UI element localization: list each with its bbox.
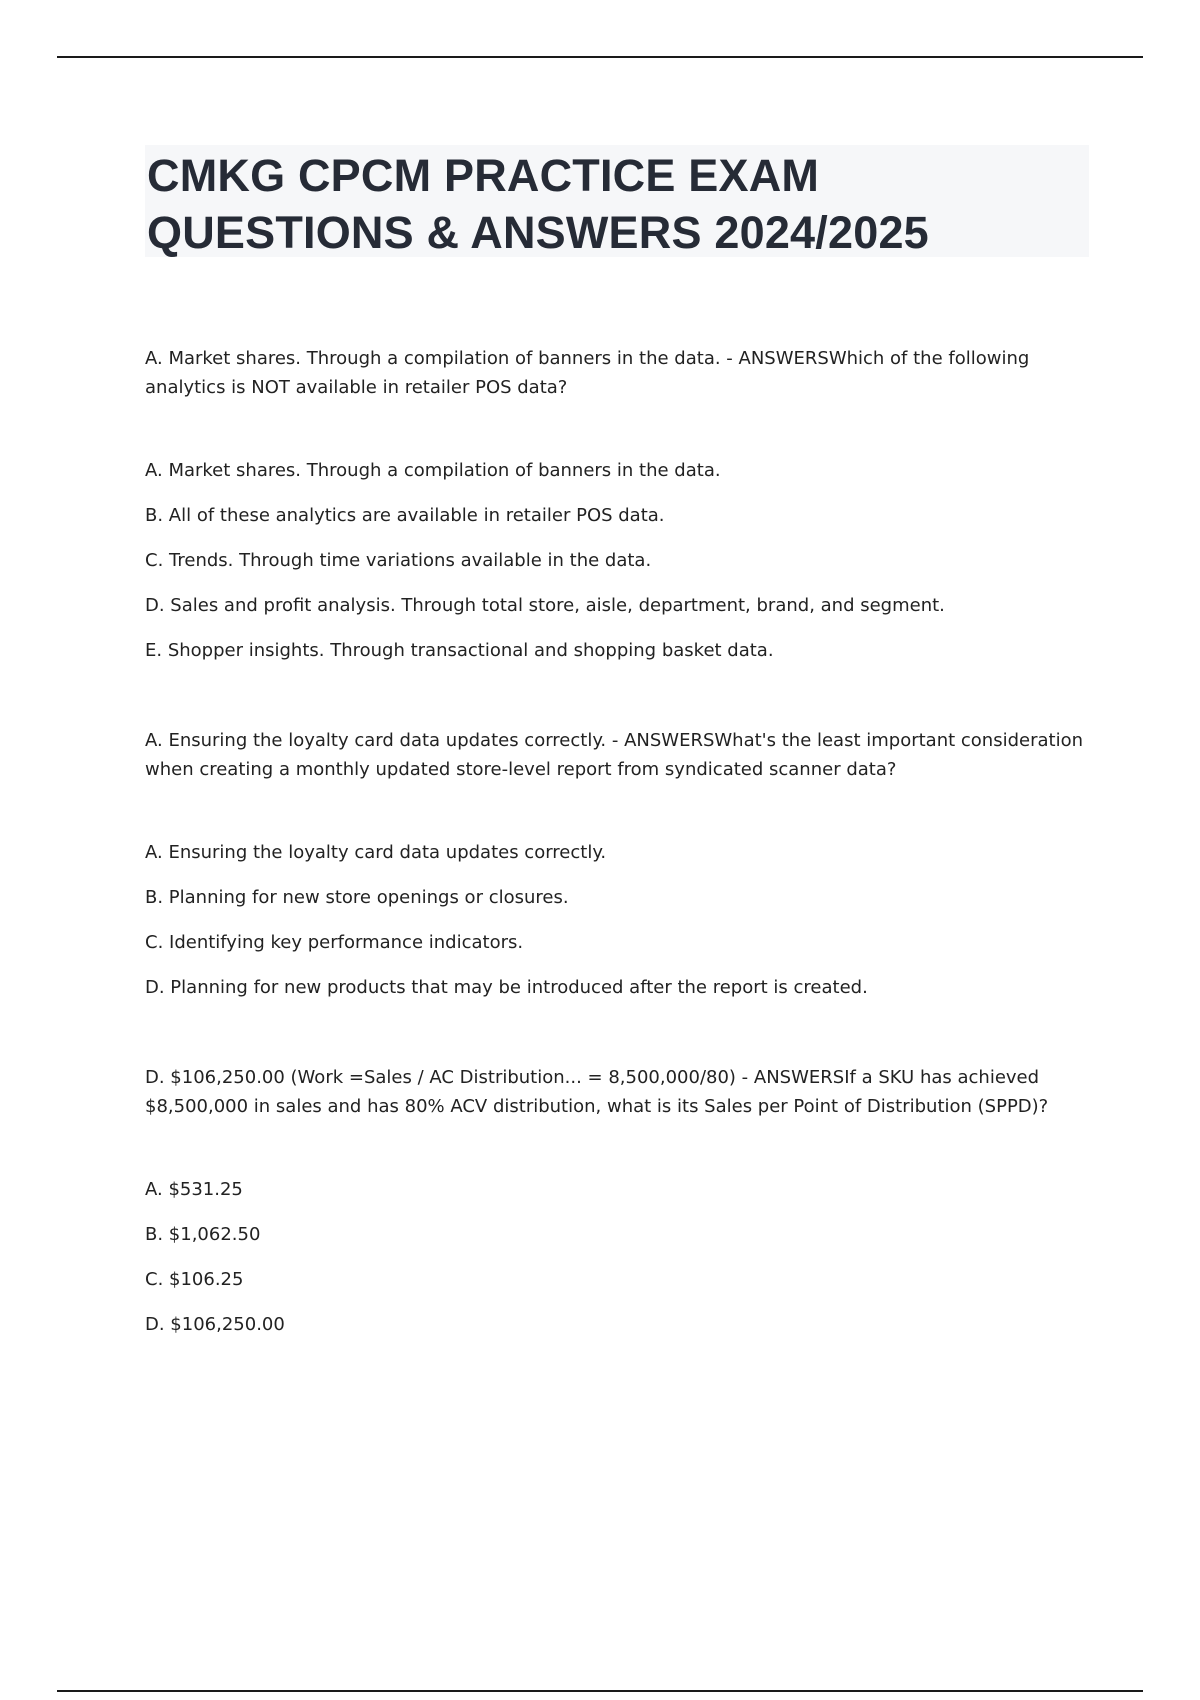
title-block [145,145,1089,257]
answer-option: D. Planning for new products that may be introduced after the report is created. [145,977,868,998]
qa-item-1 [145,344,1085,662]
answer-option: A. $531.25 [145,1179,243,1200]
qa-content [145,344,1085,1336]
answer-option: C. Trends. Through time variations available in the data. [145,550,652,571]
document-title [147,147,1087,261]
answer-options [145,460,1085,662]
answer-option: C. $106.25 [145,1269,244,1290]
answer-option: D. $106,250.00 [145,1314,285,1335]
answer-option: B. $1,062.50 [145,1224,261,1245]
answer-option: A. Market shares. Through a compilation of banners in the data. [145,460,721,481]
title-line-1: CMKG CPCM PRACTICE EXAM [147,150,820,201]
answer-option: A. Ensuring the loyalty card data updates correctly. [145,842,607,863]
question-text: D. $106,250.00 (Work =Sales / AC Distribution... = 8,500,000/80) - ANSWERSIf a SKU has achieved $8,500,000 in sales and has 80% ACV distribution, what is its Sales per Point of Distribution (SPPD)? [145,1067,1049,1117]
answer-option: D. Sales and profit analysis. Through total store, aisle, department, brand, and segment. [145,595,945,616]
answer-options [145,1179,1085,1336]
answer-option: E. Shopper insights. Through transactional and shopping basket data. [145,640,774,661]
answer-option: B. All of these analytics are available in retailer POS data. [145,505,665,526]
answer-options [145,842,1085,999]
title-line-2: QUESTIONS & ANSWERS 2024/2025 [147,207,929,258]
answer-option: C. Identifying key performance indicators. [145,932,524,953]
footer-rule [57,1690,1143,1692]
qa-item-2 [145,726,1085,999]
qa-item-3 [145,1063,1085,1336]
answer-option: B. Planning for new store openings or closures. [145,887,569,908]
question-text: A. Ensuring the loyalty card data updates correctly. - ANSWERSWhat's the least important consideration when creating a monthly updated store-level report from syndicated scanner data? [145,730,1084,780]
question-text: A. Market shares. Through a compilation of banners in the data. - ANSWERSWhich of the following analytics is NOT available in retailer POS data? [145,348,1030,398]
header-rule [57,56,1143,58]
